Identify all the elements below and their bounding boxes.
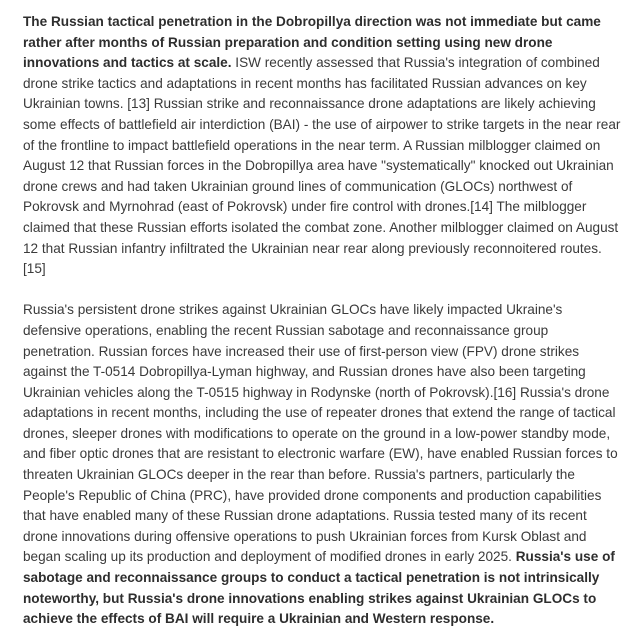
paragraph-1-text: ISW recently assessed that Russia's integration of combined drone strike tactics and adaptations in recent months has facilitated Russian advances on key Ukrainian towns. [13] Russian strike and reconnaissance drone adaptations are likely achieving some effects of battlefield air interdiction (BAI) - the use of airpower to strike targets in the near rear of the frontline to impact battlefield operations in the near term. A Russian milblogger claimed on August 12 that Russian forces in the Dobropillya area have "systematically" knocked out Ukrainian drone crews and had taken Ukrainian ground lines of communication (GLOCs) northwest of Pokrovsk and Myrnohrad (east of Pokrovsk) under fire control with drones.[14] The milblogger claimed that these Russian efforts isolated the combat zone. Another milblogger claimed on August 12 that Russian infantry infiltrated the Ukrainian near rear along previously reconnoitered routes.[15] [23, 55, 621, 277]
paragraph-1-bold-lead: The Russian tactical penetration in the Dobropillya direction was not immediate but came rather after months of Russian preparation and condition setting using new drone innovations and tactics at scale. [23, 14, 601, 71]
paragraph-2-bold-conclusion: Russia's use of sabotage and reconnaissance groups to conduct a tactical penetration is not intrinsically noteworthy, but Russia's drone innovations enabling strikes against Ukrainian GLOCs to achieve the effects of BAI will require a Ukrainian and Western response. [23, 549, 615, 627]
paragraph-1 [23, 12, 622, 280]
paragraph-2-text: Russia's persistent drone strikes against Ukrainian GLOCs have likely impacted Ukraine's defensive operations, enabling the recent Russian sabotage and reconnaissance group penetration. Russian forces have increased their use of first-person view (FPV) drone strikes against the T-0514 Dobropillya-Lyman highway, and Russian drones have also been targeting Ukrainian vehicles along the T-0515 highway in Rodynske (north of Pokrovsk).[16] Russia's drone adaptations in recent months, including the use of repeater drones that extend the range of tactical drones, sleeper drones with modifications to operate on the ground in a low-power standby mode, and fiber optic drones that are resistant to electronic warfare (EW), have enabled Russian forces to threaten Ukrainian GLOCs deeper in the rear than before. Russia's partners, particularly the People's Republic of China (PRC), have provided drone components and production capabilities that have enabled many of these Russian drone adaptations. Russia tested many of its recent drone innovations during offensive operations to push Ukrainian forces from Kursk Oblast and began scaling up its production and deployment of modified drones in early 2025. [23, 302, 618, 565]
paragraph-2 [23, 300, 622, 630]
